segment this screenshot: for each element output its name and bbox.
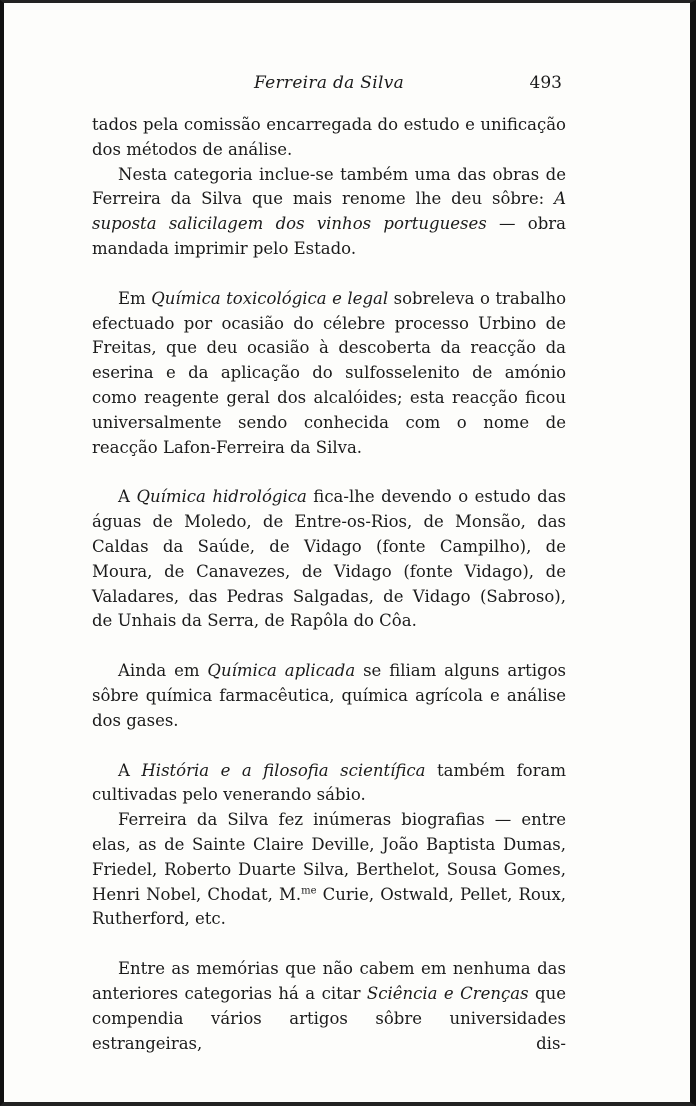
paragraph	[92, 485, 566, 634]
running-title: Ferreira da Silva	[253, 73, 405, 93]
text-segment: se filiam alguns artigos sôbre química farmacêutica, química agrícola e análise dos gases.	[92, 661, 567, 730]
paragraph	[92, 659, 566, 733]
paragraph	[92, 113, 566, 163]
italic-title: Química aplicada	[207, 661, 356, 681]
text-segment: sobreleva o trabalho efectuado por ocasião do célebre processo Urbino de Freitas, que deu ocasião à descoberta da reacção da eserina e da aplicação do sulfosselenito de amónio como reagente geral dos alcalóides; esta reacção ficou universalmente sendo conhecida com o nome de reacção Lafon-Ferreira da Silva.	[92, 288, 567, 457]
text-segment: que compendia vários artigos sôbre universidades estrangeiras, dis-	[92, 983, 566, 1053]
superscript: me	[301, 885, 317, 897]
paragraph	[92, 808, 566, 932]
italic-title: Sciência e Crenças	[366, 983, 529, 1003]
paragraph	[92, 163, 566, 262]
text-segment: A	[118, 760, 142, 780]
text-segment: Ferreira da Silva fez inúmeras biografias — entre elas, as de Sainte Claire Deville, João Baptista Dumas, Friedel, Roberto Duarte Silva, Berthelot, Sousa Gomes, Henri Nobel, Chodat, M.	[92, 810, 566, 904]
italic-title: Química hidrológica	[136, 487, 307, 507]
page-content	[92, 63, 566, 1056]
body-text	[92, 113, 566, 1056]
page-number: 493	[529, 73, 562, 93]
text-segment: Nesta categoria inclue-se também uma das obras de Ferreira da Silva que mais renome lhe deu sôbre:	[92, 164, 566, 209]
text-segment: — obra mandada imprimir pelo Estado.	[92, 214, 566, 258]
text-segment: Curie, Ostwald, Pellet, Roux, Rutherford, etc.	[92, 884, 566, 929]
text-segment: Em	[118, 288, 152, 308]
text-segment: A	[118, 487, 137, 507]
italic-title: A suposta salicilagem dos vinhos portugueses	[92, 189, 566, 234]
text-segment: tados pela comissão encarregada do estudo e unificação dos métodos de análise.	[92, 115, 566, 159]
italic-title: História e a filosofia scientífica	[141, 760, 426, 780]
paragraph	[92, 287, 566, 461]
italic-title: Química toxicológica e legal	[151, 288, 389, 308]
text-segment: Entre as memórias que não cabem em nenhuma das anteriores categorias há a citar	[92, 959, 566, 1003]
running-head	[92, 63, 566, 97]
text-segment: Ainda em	[118, 661, 208, 681]
text-segment: também foram cultivadas pelo venerando sábio.	[92, 760, 566, 805]
paragraph	[92, 957, 566, 1056]
text-segment: fica-lhe devendo o estudo das águas de Moledo, de Entre-os-Rios, de Monsão, das Caldas da Saúde, de Vidago (fonte Campilho), de Moura, de Canavezes, de Vidago (fonte Vidago), de Valadares, das Pedras Salgadas, de Vidago (Sabroso), de Unhais da Serra, de Rapôla do Côa.	[92, 487, 566, 631]
paragraph	[92, 759, 566, 809]
